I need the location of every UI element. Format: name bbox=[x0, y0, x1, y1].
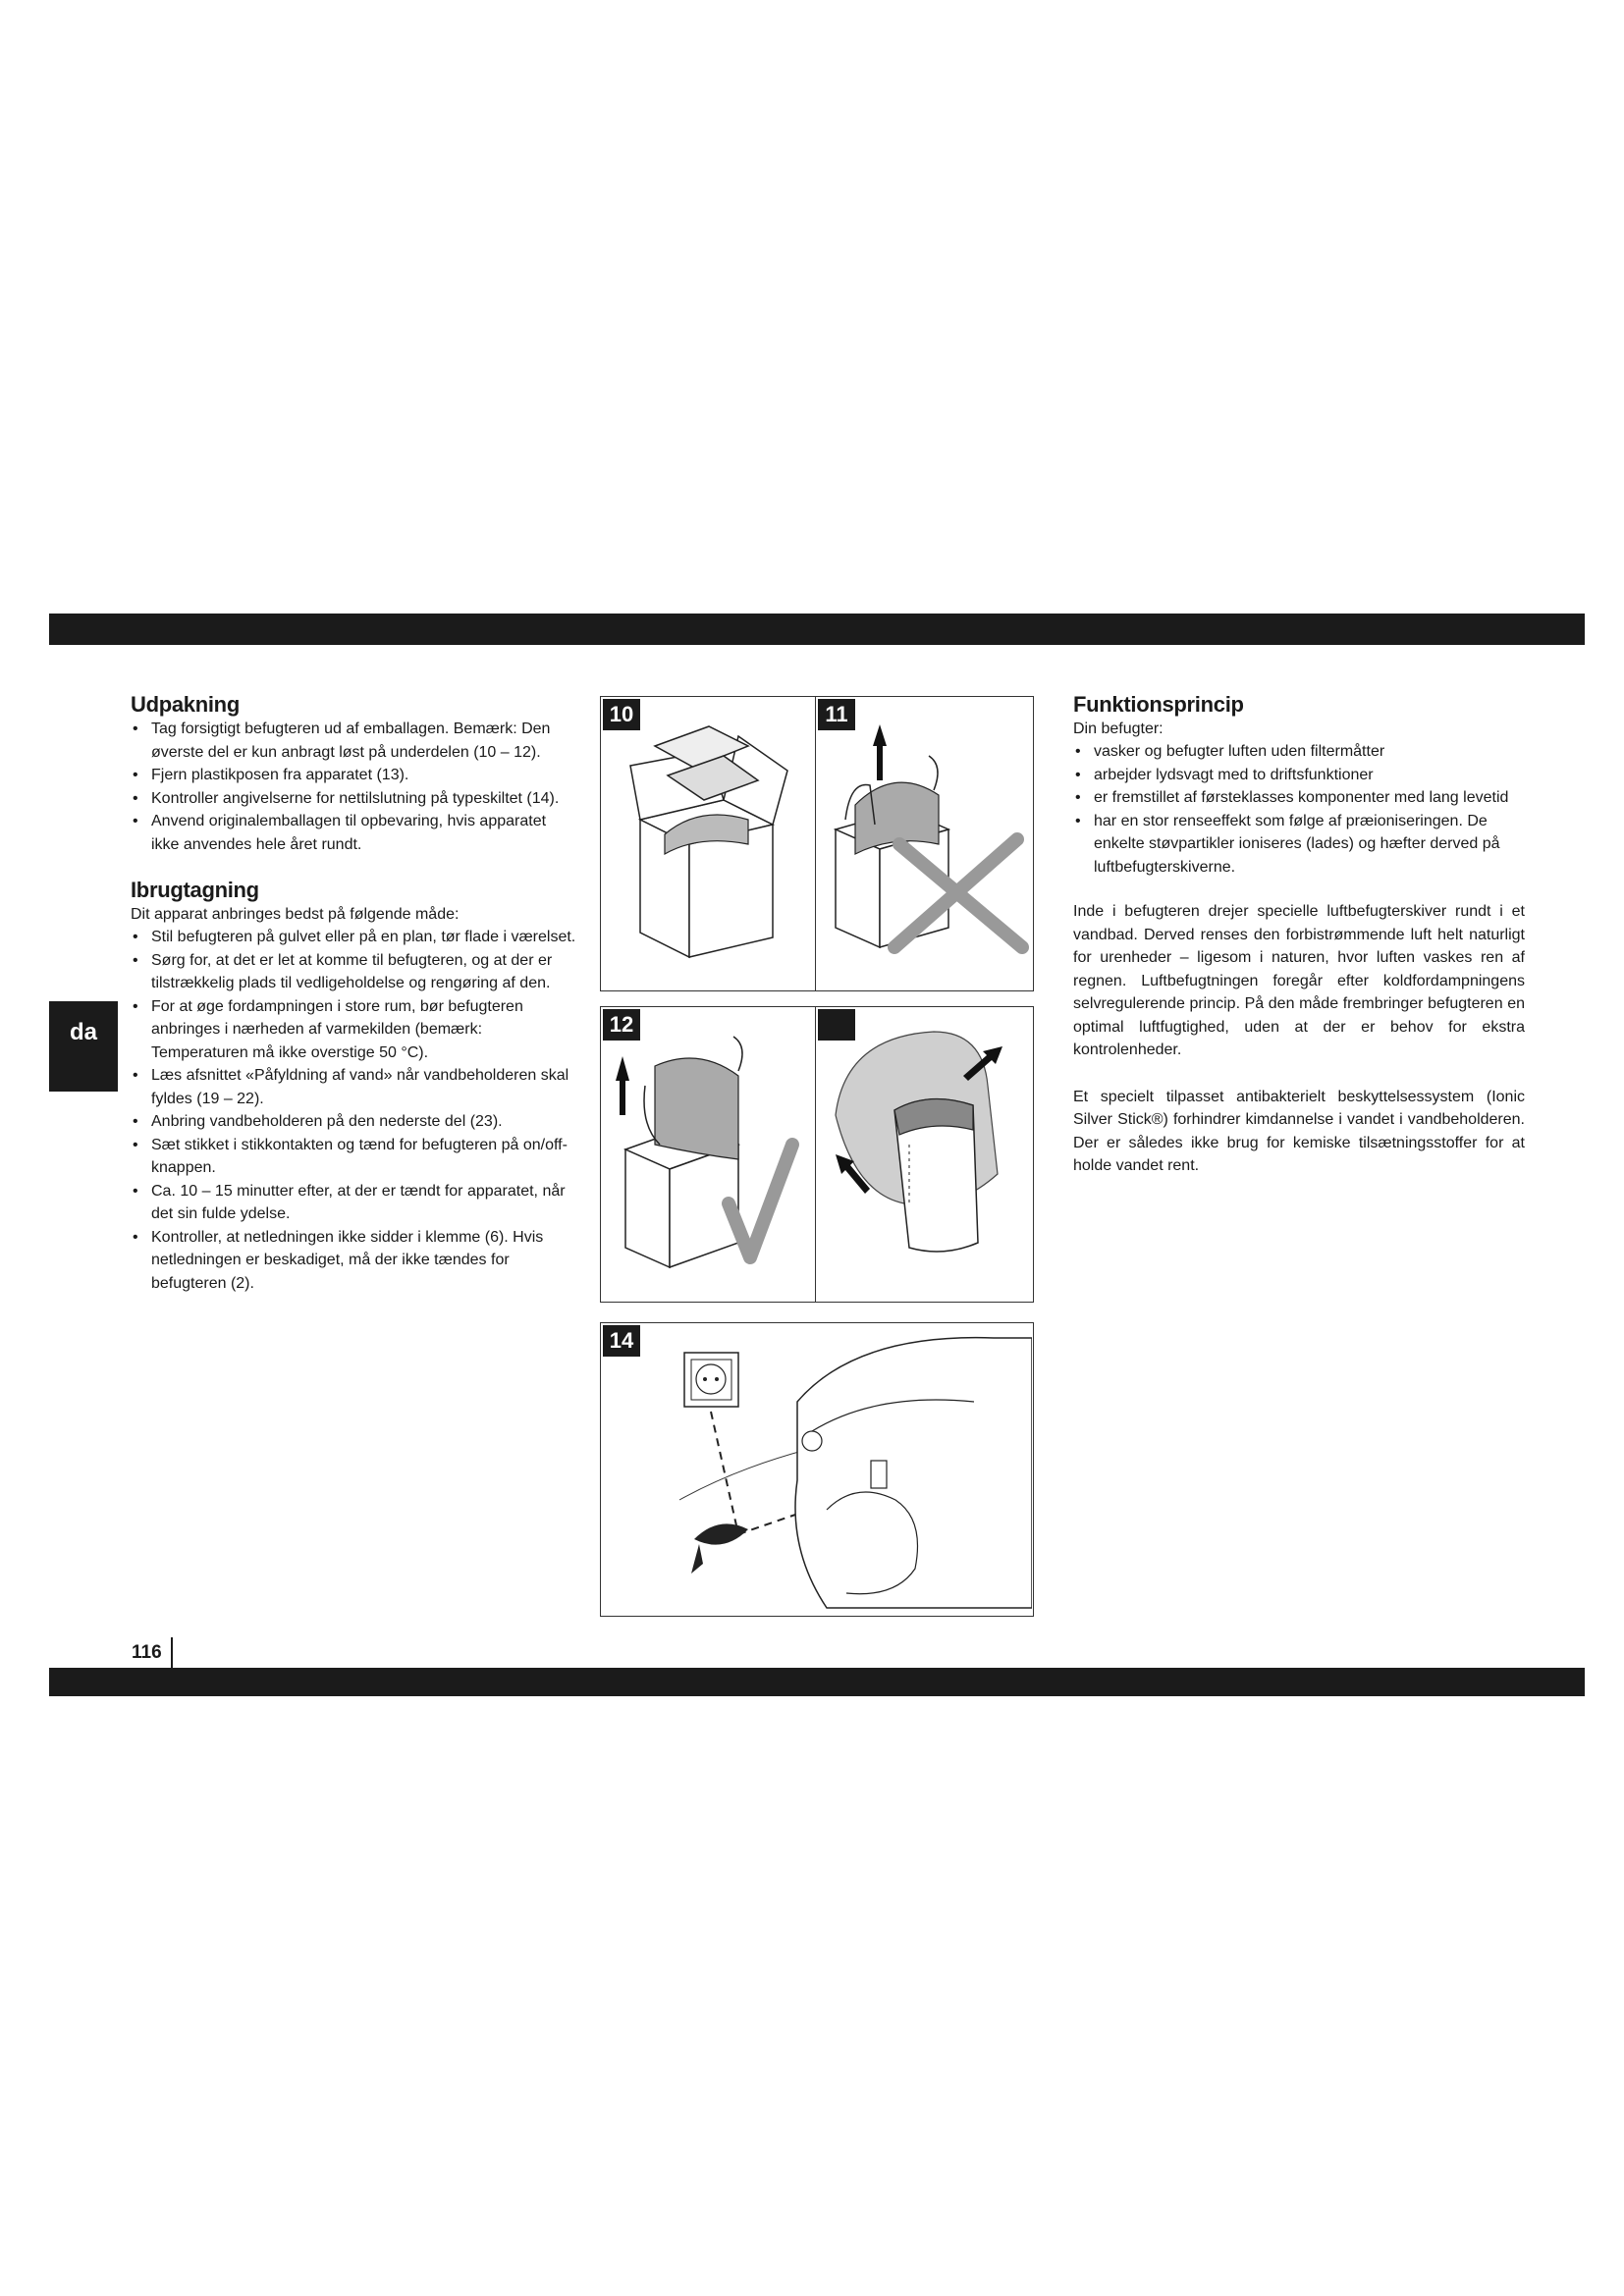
list-item: • Anvend originalemballagen til opbevaring, hvis apparatet ikke anvendes hele året rundt. bbox=[131, 810, 577, 856]
list-item: • Anbring vandbeholderen på den nederste del (23). bbox=[131, 1110, 577, 1134]
figure-label: 10 bbox=[603, 699, 640, 730]
correct-lift-illustration bbox=[601, 1007, 815, 1301]
heading-ibrugtagning: Ibrugtagning bbox=[131, 878, 259, 902]
list-item: • Tag forsigtigt befugteren ud af emballagen. Bemærk: Den øverste del er kun anbragt løst på underdelen (10 – 12). bbox=[131, 718, 577, 764]
bottom-bar bbox=[49, 1668, 1585, 1696]
figure-label: 11 bbox=[818, 699, 855, 730]
list-item: • Læs afsnittet «Påfyldning af vand» når vandbeholderen skal fyldes (19 – 22). bbox=[131, 1064, 577, 1110]
right-column bbox=[1073, 692, 1525, 1178]
figure-11 bbox=[815, 696, 1034, 991]
list-item: • Kontroller, at netledningen ikke sidder i klemme (6). Hvis netledningen er beskadiget, må der ikke tændes for befugteren (2). bbox=[131, 1226, 577, 1296]
list-item: • arbejder lydsvagt med to driftsfunktioner bbox=[1073, 764, 1525, 787]
funktionsprincip-intro: Din befugter: bbox=[1073, 721, 1164, 737]
figure-14 bbox=[600, 1322, 1034, 1617]
figure-12 bbox=[600, 1006, 817, 1303]
list-item: • Kontroller angivelserne for nettilslutning på typeskiltet (14). bbox=[131, 787, 577, 811]
list-item: • vasker og befugter luften uden filtermåtter bbox=[1073, 740, 1525, 764]
list-item: • er fremstillet af førsteklasses komponenter med lang levetid bbox=[1073, 786, 1525, 810]
figure-10 bbox=[600, 696, 817, 991]
language-tab: da bbox=[49, 1001, 118, 1092]
figure-label: 14 bbox=[603, 1325, 640, 1357]
funktionsprincip-list bbox=[1073, 740, 1525, 879]
list-item: • Stil befugteren på gulvet eller på en plan, tør flade i værelset. bbox=[131, 926, 577, 949]
list-item: • For at øge fordampningen i store rum, bør befugteren anbringes i nærheden af varmekilden (bemærk: Temperaturen må ikke overstige 50 °C). bbox=[131, 995, 577, 1065]
check-mains-connection-illustration bbox=[601, 1323, 1032, 1615]
list-item: • Sørg for, at det er let at komme til befugteren, og at der er tilstrækkelig plads til vedligeholdelse og rengøring af den. bbox=[131, 949, 577, 995]
page-number: 116 bbox=[132, 1637, 173, 1668]
remove-plastic-bag-illustration bbox=[816, 1007, 1032, 1301]
heading-udpakning: Udpakning bbox=[131, 692, 240, 717]
top-bar bbox=[49, 614, 1585, 645]
list-item: • Ca. 10 – 15 minutter efter, at der er tændt for apparatet, når det sin fulde ydelse. bbox=[131, 1180, 577, 1226]
paragraph: Inde i befugteren drejer specielle luftbefugterskiver rundt i et vandbad. Derved renses den forbistrømmende luft helt naturligt for urenheder – ligesom i naturen, hvor luften vaskes ren af regnen. Luftbefugtningen foregår efter koldfordampningens selvregulerende princip. På den måde frembringer befugteren en optimal luftfugtighed, uden at der er behov for ekstra kontrolenheder. bbox=[1073, 903, 1525, 1058]
figure-label: 12 bbox=[603, 1009, 640, 1041]
list-item: • har en stor renseeffekt som følge af præioniseringen. De enkelte støvpartikler ioniseres (lades) og hæfter derved på luftbefugterskiverne. bbox=[1073, 810, 1525, 880]
ibrugtagning-list bbox=[131, 926, 577, 1295]
list-item: • Sæt stikket i stikkontakten og tænd for befugteren på on/off-knappen. bbox=[131, 1134, 577, 1180]
wrong-lift-illustration bbox=[816, 697, 1032, 989]
box-unpacking-illustration bbox=[601, 697, 815, 989]
list-item: • Fjern plastikposen fra apparatet (13). bbox=[131, 764, 577, 787]
funktionsprincip-paragraphs bbox=[1073, 900, 1525, 1178]
udpakning-list bbox=[131, 718, 577, 856]
left-column bbox=[131, 692, 577, 1295]
figure-13 bbox=[815, 1006, 1034, 1303]
paragraph: Et specielt tilpasset antibakterielt beskyttelsessystem (Ionic Silver Stick®) forhindrer kimdannelse i vandet i vandbeholderen. Der er således ikke brug for kemiske tilsætningsstoffer for at holde vandet rent. bbox=[1073, 1088, 1525, 1174]
heading-funktionsprincip: Funktionsprincip bbox=[1073, 692, 1244, 717]
figure-label-blank bbox=[818, 1009, 855, 1041]
ibrugtagning-intro: Dit apparat anbringes bedst på følgende måde: bbox=[131, 906, 460, 923]
